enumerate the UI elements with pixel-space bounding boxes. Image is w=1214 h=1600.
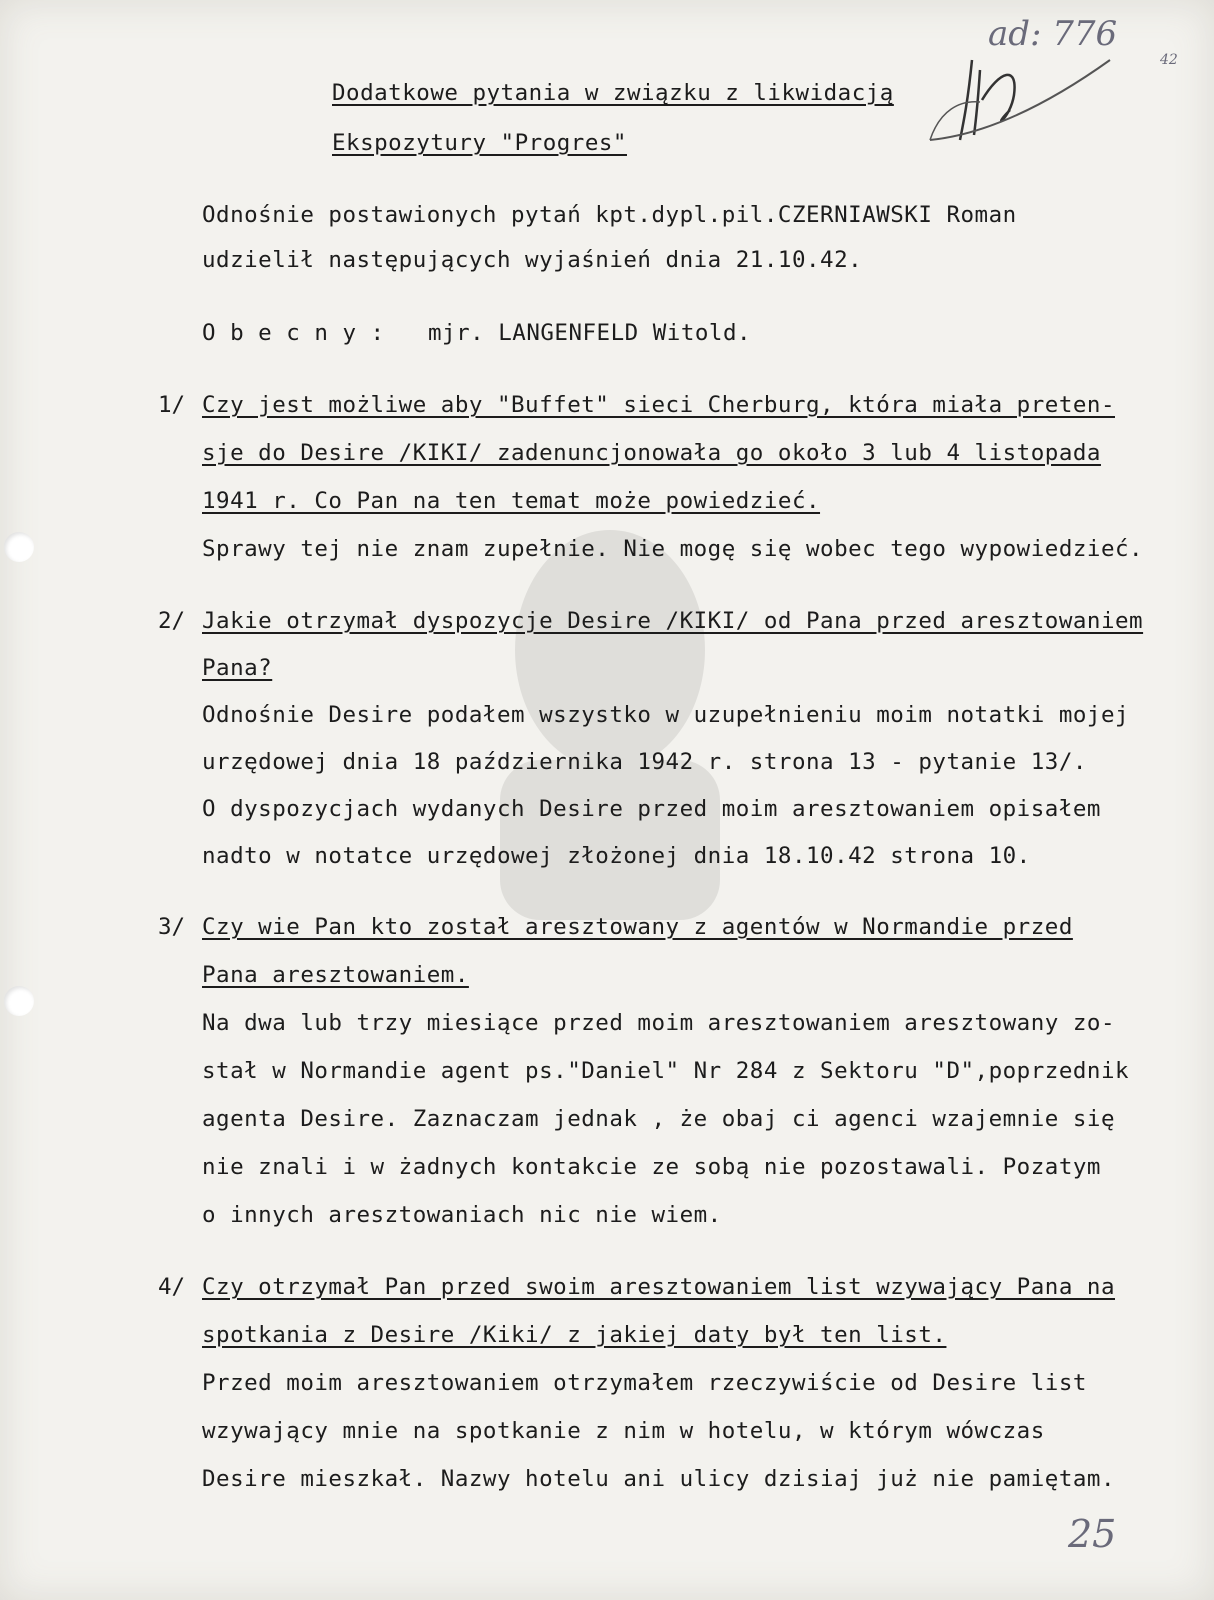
question-line: Pana aresztowaniem. xyxy=(202,962,469,988)
punch-hole xyxy=(4,986,34,1016)
answer-line: stał w Normandie agent ps."Daniel" Nr 284 z Sektoru "D",poprzednik xyxy=(202,1058,1130,1084)
question-line: Czy otrzymał Pan przed swoim aresztowaniem list wzywający Pana na xyxy=(202,1274,1115,1300)
answer-line: Na dwa lub trzy miesiące przed moim aresztowaniem aresztowany zo- xyxy=(202,1010,1115,1036)
answer-line: agenta Desire. Zaznaczam jednak , że obaj ci agenci wzajemnie się xyxy=(202,1106,1115,1132)
question-number: 2/ xyxy=(158,608,186,634)
answer-line: Sprawy tej nie znam zupełnie. Nie mogę się wobec tego wypowiedzieć. xyxy=(202,536,1144,562)
answer-line: Odnośnie Desire podałem wszystko w uzupełnieniu moim notatki mojej xyxy=(202,702,1130,728)
question-line: spotkania z Desire /Kiki/ z jakiej daty był ten list. xyxy=(202,1322,947,1348)
question-line: Czy jest możliwe aby "Buffet" sieci Cherburg, która miała preten- xyxy=(202,392,1115,418)
reference-annotation: ad: 776 xyxy=(988,14,1118,54)
answer-line: O dyspozycjach wydanych Desire przed moim aresztowaniem opisałem xyxy=(202,796,1101,822)
intro-line-1: Odnośnie postawionych pytań kpt.dypl.pil.CZERNIAWSKI Roman xyxy=(202,202,1017,228)
question-number: 3/ xyxy=(158,914,186,940)
question-line: 1941 r. Co Pan na ten temat może powiedzieć. xyxy=(202,488,821,514)
present-name: mjr. LANGENFELD Witold. xyxy=(428,320,752,346)
answer-line: nadto w notatce urzędowej złożonej dnia 18.10.42 strona 10. xyxy=(202,843,1031,869)
answer-line: Desire mieszkał. Nazwy hotelu ani ulicy dzisiaj już nie pamiętam. xyxy=(202,1466,1115,1492)
punch-hole xyxy=(4,532,34,562)
page-number: 25 xyxy=(1068,1512,1117,1556)
question-number: 4/ xyxy=(158,1274,186,1300)
reference-annotation-sub: 42 xyxy=(1160,52,1178,68)
answer-line: nie znali i w żadnych kontakcie ze sobą nie pozostawali. Pozatym xyxy=(202,1154,1101,1180)
present-label: O b e c n y : xyxy=(202,320,385,346)
answer-line: Przed moim aresztowaniem otrzymałem rzeczywiście od Desire list xyxy=(202,1370,1087,1396)
question-line: sje do Desire /KIKI/ zadenuncjonowała go około 3 lub 4 listopada xyxy=(202,440,1101,466)
question-line: Jakie otrzymał dyspozycje Desire /KIKI/ od Pana przed aresztowaniem xyxy=(202,608,1144,634)
document-title-line-2: Ekspozytury "Progres" xyxy=(332,130,627,156)
question-number: 1/ xyxy=(158,392,186,418)
answer-line: o innych aresztowaniach nic nie wiem. xyxy=(202,1202,722,1228)
question-line: Pana? xyxy=(202,655,273,681)
answer-line: urzędowej dnia 18 października 1942 r. strona 13 - pytanie 13/. xyxy=(202,749,1087,775)
answer-line: wzywający mnie na spotkanie z nim w hotelu, w którym wówczas xyxy=(202,1418,1045,1444)
question-line: Czy wie Pan kto został aresztowany z agentów w Normandie przed xyxy=(202,914,1073,940)
intro-line-2: udzielił następujących wyjaśnień dnia 21.10.42. xyxy=(202,247,863,273)
document-title-line-1: Dodatkowe pytania w związku z likwidacją xyxy=(332,80,894,106)
signature-icon xyxy=(920,40,1120,150)
